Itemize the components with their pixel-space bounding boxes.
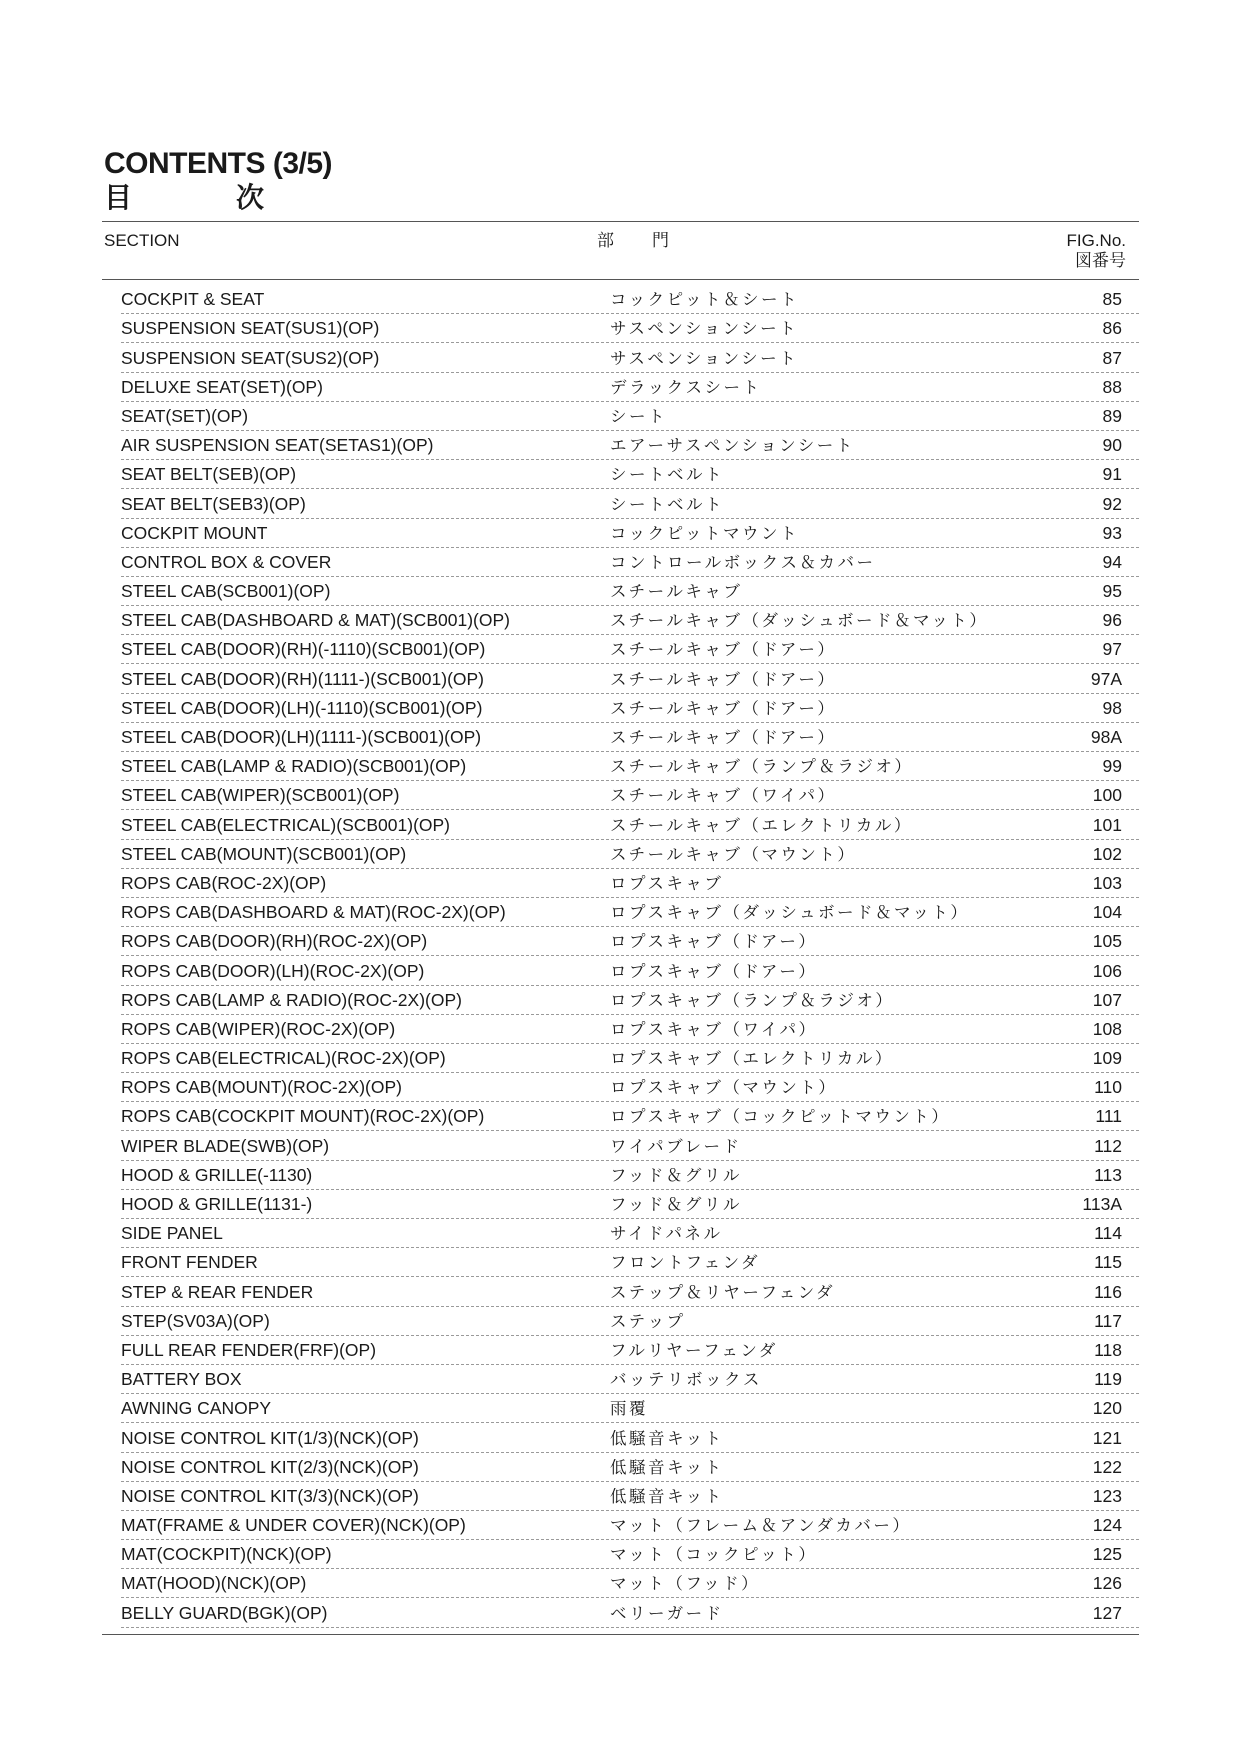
section-name-japanese: ワイパブレード — [610, 1136, 742, 1156]
column-header-bumon-char-2: 門 — [652, 231, 669, 251]
section-name: NOISE CONTROL KIT(3/3)(NCK)(OP) — [121, 1485, 419, 1506]
section-name-japanese: スチールキャブ（ドアー） — [610, 669, 837, 689]
section-name-japanese: コックピット＆シート — [610, 290, 800, 310]
section-name: COCKPIT & SEAT — [121, 289, 265, 310]
figure-number: 119 — [1094, 1369, 1122, 1390]
section-name: CONTROL BOX & COVER — [121, 551, 332, 572]
section-name-japanese: 低騒音キット — [610, 1457, 724, 1477]
contents-row[interactable] — [121, 664, 1139, 693]
contents-row[interactable] — [121, 285, 1139, 314]
section-name: STEEL CAB(ELECTRICAL)(SCB001)(OP) — [121, 814, 451, 835]
column-header-fig-no — [1066, 231, 1126, 271]
section-name-japanese: ロプスキャブ（マウント） — [610, 1078, 838, 1098]
contents-row[interactable] — [121, 927, 1139, 956]
contents-row[interactable] — [121, 519, 1139, 548]
section-name: STEEL CAB(DOOR)(RH)(-1110)(SCB001)(OP) — [121, 639, 486, 660]
contents-row[interactable] — [121, 1015, 1139, 1044]
section-name: BELLY GUARD(BGK)(OP) — [121, 1602, 328, 1623]
contents-row[interactable] — [121, 431, 1139, 460]
figure-number: 88 — [1102, 376, 1122, 397]
contents-row[interactable] — [121, 1073, 1139, 1102]
contents-row[interactable] — [121, 343, 1139, 372]
section-name-japanese: フルリヤーフェンダ — [610, 1340, 778, 1360]
figure-number: 85 — [1102, 289, 1122, 310]
section-name: SEAT(SET)(OP) — [121, 405, 249, 426]
section-name-japanese: ロプスキャブ（コックピットマウント） — [610, 1107, 951, 1127]
section-name-japanese: マット（コックピット） — [610, 1545, 818, 1565]
column-header-fig-no-en: FIG.No. — [1066, 231, 1126, 250]
figure-number: 93 — [1102, 522, 1122, 543]
contents-row[interactable] — [121, 898, 1139, 927]
section-name-japanese: シートベルト — [610, 465, 724, 485]
section-name: NOISE CONTROL KIT(1/3)(NCK)(OP) — [121, 1427, 419, 1448]
section-name-japanese: ロプスキャブ（ドアー） — [610, 961, 818, 981]
column-header-bumon-char-1: 部 — [597, 231, 614, 251]
contents-row[interactable] — [121, 577, 1139, 606]
contents-row[interactable] — [121, 723, 1139, 752]
figure-number: 125 — [1092, 1544, 1122, 1565]
section-name-japanese: 低騒音キット — [610, 1486, 724, 1506]
section-name: FULL REAR FENDER(FRF)(OP) — [121, 1339, 377, 1360]
section-name-japanese: 雨覆 — [610, 1399, 648, 1419]
section-name: MAT(COCKPIT)(NCK)(OP) — [121, 1544, 332, 1565]
figure-number: 121 — [1092, 1427, 1122, 1448]
section-name: ROPS CAB(ROC-2X)(OP) — [121, 872, 327, 893]
figure-number: 120 — [1092, 1398, 1122, 1419]
figure-number: 102 — [1092, 843, 1122, 864]
title-japanese — [104, 181, 332, 215]
figure-number: 98 — [1102, 697, 1122, 718]
contents-row[interactable] — [121, 1190, 1139, 1219]
contents-row[interactable] — [121, 840, 1139, 869]
section-name: MAT(HOOD)(NCK)(OP) — [121, 1573, 307, 1594]
figure-number: 103 — [1092, 872, 1122, 893]
section-name: STEEL CAB(DOOR)(LH)(1111-)(SCB001)(OP) — [121, 727, 482, 747]
section-name: HOOD & GRILLE(1131-) — [121, 1194, 313, 1214]
section-name: STEEL CAB(DOOR)(RH)(1111-)(SCB001)(OP) — [121, 668, 485, 689]
section-name: STEP(SV03A)(OP) — [121, 1310, 270, 1331]
section-name: AIR SUSPENSION SEAT(SETAS1)(OP) — [121, 435, 434, 456]
figure-number: 91 — [1102, 464, 1122, 485]
column-header-bumon — [597, 231, 669, 251]
contents-row[interactable] — [121, 1161, 1139, 1190]
contents-row[interactable] — [121, 956, 1139, 985]
figure-number: 98A — [1090, 727, 1122, 747]
title-japanese-char-2: 次 — [236, 181, 265, 214]
section-name-japanese: サスペンションシート — [610, 319, 799, 339]
column-header-section: SECTION — [104, 231, 180, 250]
section-name-japanese: スチールキャブ — [610, 582, 743, 602]
contents-row[interactable] — [121, 314, 1139, 343]
contents-row[interactable] — [121, 1336, 1139, 1365]
section-name: MAT(FRAME & UNDER COVER)(NCK)(OP) — [121, 1515, 466, 1536]
section-name: SUSPENSION SEAT(SUS2)(OP) — [121, 347, 380, 368]
section-name: SEAT BELT(SEB)(OP) — [121, 464, 297, 485]
contents-row[interactable] — [121, 1453, 1139, 1482]
contents-row[interactable] — [121, 1219, 1139, 1248]
contents-row[interactable] — [121, 781, 1139, 810]
section-name: SIDE PANEL — [121, 1223, 223, 1244]
contents-row[interactable] — [121, 1277, 1139, 1306]
top-rule — [102, 221, 1139, 222]
figure-number: 104 — [1092, 902, 1122, 923]
contents-row[interactable] — [121, 548, 1139, 577]
figure-number: 106 — [1092, 960, 1122, 981]
section-name-japanese: ベリーガード — [610, 1603, 724, 1623]
figure-number: 92 — [1102, 493, 1122, 514]
figure-number: 87 — [1102, 347, 1122, 368]
section-name: STEEL CAB(DASHBOARD & MAT)(SCB001)(OP) — [121, 610, 510, 631]
section-name-japanese: ステップ — [610, 1311, 686, 1331]
section-name: BATTERY BOX — [121, 1369, 242, 1390]
section-name-japanese: サイドパネル — [610, 1224, 723, 1244]
section-name: SUSPENSION SEAT(SUS1)(OP) — [121, 318, 380, 339]
section-name-japanese: スチールキャブ（ダッシュボード＆マット） — [610, 611, 989, 631]
contents-row[interactable] — [121, 402, 1139, 431]
section-name: HOOD & GRILLE(-1130) — [121, 1164, 313, 1185]
figure-number: 97 — [1102, 639, 1122, 660]
page-title — [104, 147, 332, 215]
section-name: ROPS CAB(DOOR)(RH)(ROC-2X)(OP) — [121, 931, 428, 952]
figure-number: 105 — [1092, 931, 1122, 952]
contents-row[interactable] — [121, 1394, 1139, 1423]
figure-number: 118 — [1094, 1339, 1122, 1360]
section-name: NOISE CONTROL KIT(2/3)(NCK)(OP) — [121, 1456, 419, 1477]
section-name-japanese: スチールキャブ（ドアー） — [610, 728, 837, 747]
contents-row[interactable] — [121, 1248, 1139, 1277]
figure-number: 86 — [1102, 318, 1122, 339]
contents-row[interactable] — [121, 1569, 1139, 1598]
section-name: STEEL CAB(MOUNT)(SCB001)(OP) — [121, 843, 407, 864]
section-name: ROPS CAB(ELECTRICAL)(ROC-2X)(OP) — [121, 1048, 446, 1069]
section-name-japanese: シートベルト — [610, 494, 724, 514]
figure-number: 90 — [1102, 435, 1122, 456]
section-name-japanese: 低騒音キット — [610, 1428, 724, 1448]
figure-number: 127 — [1092, 1602, 1122, 1623]
section-name: STEEL CAB(DOOR)(LH)(-1110)(SCB001)(OP) — [121, 697, 483, 718]
bottom-rule — [102, 1634, 1139, 1635]
figure-number: 122 — [1092, 1456, 1122, 1477]
contents-row[interactable] — [121, 1365, 1139, 1394]
figure-number: 96 — [1102, 610, 1122, 631]
contents-row[interactable] — [121, 752, 1139, 781]
figure-number: 113 — [1094, 1164, 1122, 1185]
contents-row[interactable] — [121, 606, 1139, 635]
figure-number: 107 — [1092, 989, 1122, 1010]
section-name-japanese: コックピットマウント — [610, 523, 800, 543]
contents-row[interactable] — [121, 1482, 1139, 1511]
section-name: ROPS CAB(COCKPIT MOUNT)(ROC-2X)(OP) — [121, 1106, 485, 1127]
section-name-japanese: スチールキャブ（ドアー） — [610, 640, 837, 660]
section-name-japanese: コントロールボックス＆カバー — [610, 552, 876, 572]
contents-row[interactable] — [121, 694, 1139, 723]
section-name-japanese: ロプスキャブ（ダッシュボード＆マット） — [610, 903, 970, 923]
section-name: STEEL CAB(LAMP & RADIO)(SCB001)(OP) — [121, 756, 467, 777]
section-name: AWNING CANOPY — [121, 1398, 272, 1419]
section-name-japanese: フッド＆グリル — [610, 1165, 742, 1185]
figure-number: 100 — [1092, 785, 1122, 806]
figure-number: 97A — [1090, 668, 1122, 689]
figure-number: 113A — [1082, 1194, 1122, 1214]
figure-number: 108 — [1092, 1018, 1122, 1039]
section-name-japanese: サスペンションシート — [610, 348, 799, 368]
figure-number: 114 — [1094, 1223, 1122, 1244]
contents-row[interactable] — [121, 810, 1139, 839]
section-name: COCKPIT MOUNT — [121, 522, 268, 543]
section-name-japanese: スチールキャブ（ワイパ） — [610, 786, 837, 806]
contents-row[interactable] — [121, 1511, 1139, 1540]
section-name: FRONT FENDER — [121, 1252, 258, 1273]
contents-row[interactable] — [121, 1102, 1139, 1131]
figure-number: 111 — [1095, 1106, 1122, 1127]
section-name: STEEL CAB(SCB001)(OP) — [121, 581, 331, 602]
figure-number: 116 — [1094, 1281, 1122, 1302]
contents-list — [121, 285, 1139, 1628]
section-name: ROPS CAB(DOOR)(LH)(ROC-2X)(OP) — [121, 960, 425, 981]
contents-row[interactable] — [121, 489, 1139, 518]
section-name: DELUXE SEAT(SET)(OP) — [121, 376, 323, 397]
section-name-japanese: ステップ＆リヤーフェンダ — [610, 1282, 836, 1302]
contents-row[interactable] — [121, 1307, 1139, 1336]
contents-row[interactable] — [121, 635, 1139, 664]
figure-number: 101 — [1092, 814, 1122, 835]
contents-row[interactable] — [121, 460, 1139, 489]
contents-row[interactable] — [121, 1131, 1139, 1160]
section-name-japanese: マット（フッド） — [610, 1574, 761, 1594]
section-name-japanese: スチールキャブ（マウント） — [610, 844, 857, 864]
section-name: SEAT BELT(SEB3)(OP) — [121, 493, 306, 514]
contents-row[interactable] — [121, 1044, 1139, 1073]
figure-number: 99 — [1102, 756, 1122, 777]
contents-row[interactable] — [121, 1423, 1139, 1452]
column-header-fig-no-jp: 図番号 — [1075, 251, 1126, 271]
section-name-japanese: エアーサスペンションシート — [610, 436, 855, 456]
section-name: STEP & REAR FENDER — [121, 1281, 314, 1302]
contents-row[interactable] — [121, 986, 1139, 1015]
contents-row[interactable] — [121, 373, 1139, 402]
contents-row[interactable] — [121, 1598, 1139, 1627]
section-name-japanese: スチールキャブ（エレクトリカル） — [610, 815, 913, 835]
section-name-japanese: フッド＆グリル — [610, 1195, 742, 1214]
figure-number: 112 — [1094, 1135, 1122, 1156]
section-name: ROPS CAB(WIPER)(ROC-2X)(OP) — [121, 1018, 396, 1039]
figure-number: 110 — [1094, 1077, 1122, 1098]
figure-number: 115 — [1094, 1252, 1122, 1273]
section-name-japanese: バッテリボックス — [610, 1370, 762, 1390]
section-name: ROPS CAB(DASHBOARD & MAT)(ROC-2X)(OP) — [121, 902, 506, 923]
contents-row[interactable] — [121, 1540, 1139, 1569]
section-name: STEEL CAB(WIPER)(SCB001)(OP) — [121, 785, 400, 806]
section-name-japanese: ロプスキャブ — [610, 873, 724, 893]
section-name-japanese: ロプスキャブ（ワイパ） — [610, 1019, 818, 1039]
figure-number: 89 — [1102, 405, 1122, 426]
section-name-japanese: スチールキャブ（ランプ＆ラジオ） — [610, 757, 914, 777]
section-name: WIPER BLADE(SWB)(OP) — [121, 1135, 330, 1156]
section-name-japanese: ロプスキャブ（ドアー） — [610, 932, 818, 952]
figure-number: 123 — [1092, 1485, 1122, 1506]
section-name-japanese: スチールキャブ（ドアー） — [610, 698, 837, 718]
section-name-japanese: デラックスシート — [610, 377, 762, 397]
title-english: CONTENTS (3/5) — [104, 147, 333, 180]
figure-number: 126 — [1092, 1573, 1122, 1594]
section-name-japanese: マット（フレーム＆アンダカバー） — [610, 1516, 912, 1536]
section-name: ROPS CAB(MOUNT)(ROC-2X)(OP) — [121, 1077, 402, 1098]
section-name-japanese: ロプスキャブ（エレクトリカル） — [610, 1049, 894, 1069]
figure-number: 95 — [1102, 581, 1122, 602]
section-name-japanese: シート — [610, 406, 667, 426]
figure-number: 94 — [1102, 551, 1122, 572]
header-rule — [102, 279, 1139, 280]
section-name: ROPS CAB(LAMP & RADIO)(ROC-2X)(OP) — [121, 989, 462, 1010]
contents-row[interactable] — [121, 869, 1139, 898]
section-name-japanese: フロントフェンダ — [610, 1253, 761, 1273]
figure-number: 124 — [1092, 1515, 1122, 1536]
title-japanese-char-1: 目 — [104, 181, 133, 214]
section-name-japanese: ロプスキャブ（ランプ＆ラジオ） — [610, 990, 895, 1010]
figure-number: 109 — [1092, 1048, 1122, 1069]
figure-number: 117 — [1094, 1310, 1122, 1331]
